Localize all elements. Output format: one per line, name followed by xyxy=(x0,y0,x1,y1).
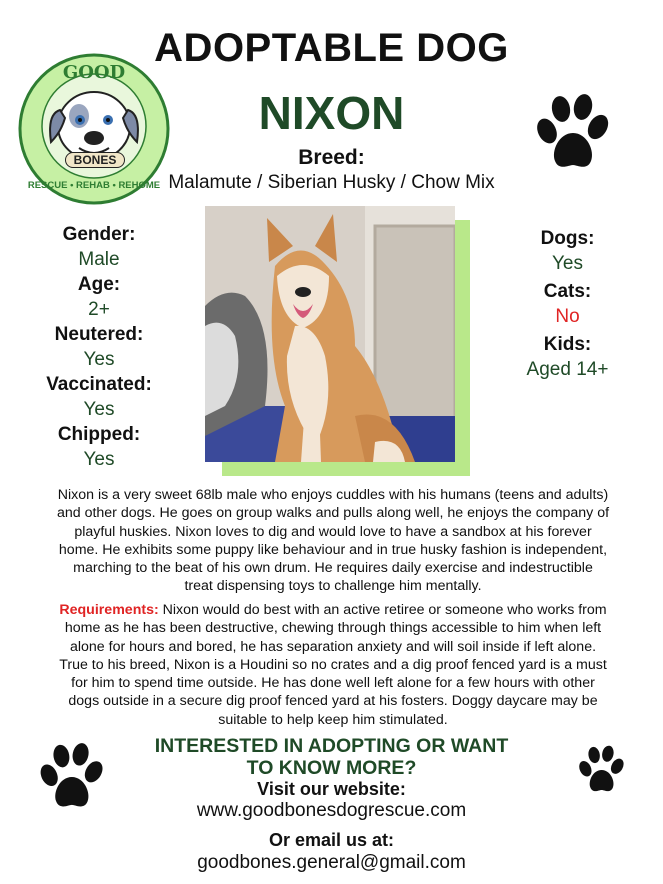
dog-name: NIXON xyxy=(258,87,405,139)
dogs-value: Yes xyxy=(552,253,583,274)
email-label: Or email us at: xyxy=(268,830,395,850)
description-line: home. He exhibits some puppy like behaviour and in true husky fashion is independent, xyxy=(58,541,608,558)
description-line: marching to the beat of his own drum. He requires daily exercise and indestructible xyxy=(73,560,593,577)
email-link[interactable]: goodbones.general@gmail.com xyxy=(197,852,466,873)
cats-value: No xyxy=(555,306,580,327)
logo-ring-text: RESCUE • REHAB • REHOME xyxy=(27,180,161,191)
neutered-label: Neutered: xyxy=(54,324,144,345)
requirements-line: suitable to help keep him stimulated. xyxy=(218,711,448,728)
chipped-value: Yes xyxy=(83,449,115,470)
kids-value: Aged 14+ xyxy=(526,359,609,380)
breed-label: Breed: xyxy=(298,146,365,169)
description-line: Nixon is a very sweet 68lb male who enjoys cuddles with his humans (teens and adults) xyxy=(57,487,609,503)
description-line: and other dogs. He goes on group walks and pulls along well, he enjoys the company of xyxy=(56,505,610,522)
description-line: treat dispensing toys to challenge him mentally. xyxy=(184,578,482,595)
dog-photo xyxy=(205,206,455,462)
breed-value: Malamute / Siberian Husky / Chow Mix xyxy=(168,172,495,193)
requirements-line: True to his breed, Nixon is a Houdini so no crates and a dig proof fenced yard is a must xyxy=(59,656,607,673)
requirements-text xyxy=(30,601,636,729)
description-line: playful huskies. Nixon loves to dig and would love to have a sandbox at his forever xyxy=(74,523,592,540)
chipped-label: Chipped: xyxy=(57,424,141,445)
kids-label: Kids: xyxy=(543,334,592,355)
cta-heading xyxy=(0,735,663,779)
visit-label: Visit our website: xyxy=(257,779,406,799)
cta-line: INTERESTED IN ADOPTING OR WANT xyxy=(154,735,509,757)
dogs-label: Dogs: xyxy=(540,228,595,249)
paw-icon xyxy=(533,93,611,173)
description-text xyxy=(30,486,636,596)
requirements-line: home as he has been destructive, chewing through things accessible to him when left xyxy=(64,620,602,637)
left-stats xyxy=(28,222,170,472)
cta-line: TO KNOW MORE? xyxy=(246,757,417,779)
gender-value: Male xyxy=(78,249,120,270)
age-label: Age: xyxy=(77,274,121,295)
page-title: ADOPTABLE DOG xyxy=(154,26,509,70)
requirements-line: dogs outside in a secure dig proof fenced yard at his fosters. Doggy daycare may be xyxy=(68,693,598,710)
requirements-line: Nixon would do best with an active retiree or someone who works from xyxy=(158,602,607,618)
gender-label: Gender: xyxy=(62,224,136,245)
requirements-line: alone for hours and bored, he has separation anxiety and will soil inside if left alone. xyxy=(69,638,597,655)
requirements-line: for him to spend time outside. He has done well left alone for a few hours with other xyxy=(71,675,595,692)
requirements-label: Requirements: xyxy=(59,602,159,618)
website-link[interactable]: www.goodbonesdogrescue.com xyxy=(196,800,467,821)
logo-bones-text: BONES xyxy=(65,152,125,168)
right-stats xyxy=(500,226,635,382)
requirements-first-line xyxy=(30,601,636,619)
age-value: 2+ xyxy=(88,299,110,320)
cats-label: Cats: xyxy=(543,281,592,302)
logo-good-text: GOOD xyxy=(62,62,126,83)
vaccinated-label: Vaccinated: xyxy=(46,374,152,395)
neutered-value: Yes xyxy=(83,349,115,370)
vaccinated-value: Yes xyxy=(83,399,115,420)
